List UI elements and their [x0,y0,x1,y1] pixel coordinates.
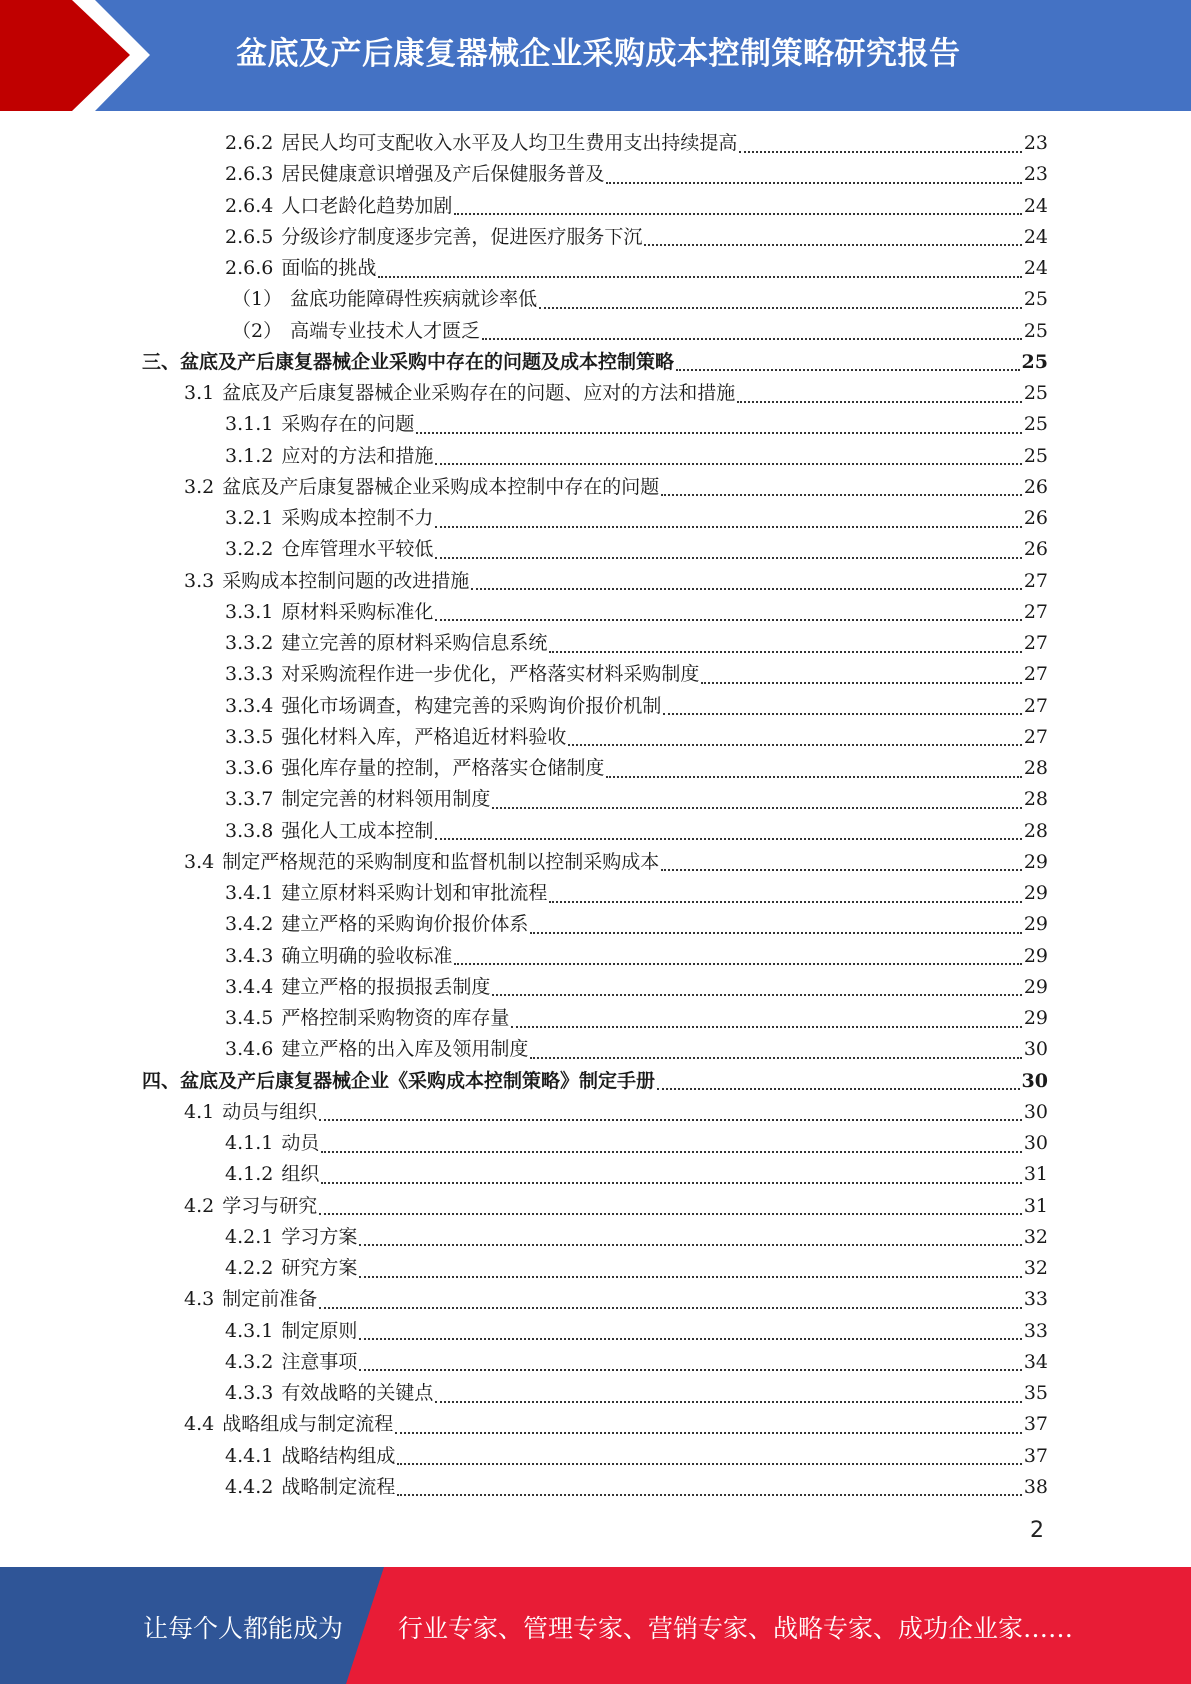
toc-leader-dots [644,244,1021,246]
toc-entry-page: 27 [1023,663,1048,686]
toc-entry-label: 有效战略的关键点 [281,1382,434,1404]
footer-slogan-left: 让每个人都能成为 [143,1614,344,1643]
toc-leader-dots [657,1088,1020,1090]
toc-entry-number: 3.3.1 [225,600,274,623]
toc-entry-label: 战略结构组成 [281,1444,396,1467]
toc-entry[interactable] [225,191,1048,222]
toc-entry[interactable] [225,972,1048,1003]
toc-entry-label: 强化材料入库，严格追近材料验收 [281,725,567,748]
toc-entry-label: 建立严格的报损报丢制度 [281,975,491,998]
toc-entry-page: 27 [1023,632,1048,654]
toc-leader-dots [530,1057,1021,1059]
toc-entry-page: 27 [1023,600,1048,623]
toc-entry-number: 4.4 [184,1413,215,1436]
toc-entry-number: 4.1.1 [225,1132,274,1154]
toc-entry-page: 37 [1023,1413,1048,1436]
toc-leader-dots [416,432,1021,434]
toc-entry[interactable] [225,1253,1048,1284]
toc-entry[interactable] [225,597,1048,628]
toc-entry-label: 采购成本控制不力 [281,507,434,529]
toc-leader-dots [492,994,1021,996]
toc-entry[interactable] [225,628,1048,659]
toc-entry-page: 30 [1021,1069,1048,1092]
toc-entry[interactable] [225,1347,1048,1378]
toc-entry-label: 制定严格规范的采购制度和监督机制以控制采购成本 [222,850,660,873]
toc-entry-number: 2.6.5 [225,225,274,248]
toc-entry-label: 原材料采购标准化 [281,600,434,623]
toc-entry-number: 4.3.2 [225,1350,274,1373]
toc-entry-number: 3.3.5 [225,725,274,748]
toc-entry-page: 26 [1023,538,1048,561]
toc-leader-dots [661,869,1022,871]
toc-leader-dots [319,1213,1022,1215]
toc-entry-number: 3.1 [184,382,215,404]
toc-entry[interactable] [184,1409,1048,1440]
toc-entry-number: 4.2 [184,1194,215,1217]
toc-entry-page: 28 [1023,788,1048,811]
toc-entry[interactable] [225,691,1048,722]
toc-entry[interactable] [225,659,1048,690]
toc-entry-page: 35 [1023,1382,1048,1404]
toc-entry-number: 4.3.1 [225,1319,274,1342]
toc-entry-number: 4.3 [184,1288,215,1311]
toc-entry-label: 强化人工成本控制 [281,819,434,842]
toc-entry-number: 3.3.6 [225,757,274,779]
toc-entry-label: 动员与组织 [222,1100,318,1123]
toc-entry[interactable] [184,1284,1048,1315]
toc-entry-number: 3.4.5 [225,1007,274,1029]
toc-leader-dots [606,776,1021,778]
toc-entry[interactable] [225,816,1048,847]
toc-leader-dots [482,338,1022,340]
toc-entry[interactable] [184,847,1048,878]
toc-entry-label: 制定前准备 [222,1288,318,1311]
toc-leader-dots [397,1463,1021,1465]
toc-leader-dots [435,619,1021,621]
toc-entry-page: 30 [1023,1132,1048,1154]
toc-entry-number: 3.2 [184,475,215,498]
document-title: 盆底及产后康复器械企业采购成本控制策略研究报告 [236,36,961,72]
toc-entry-label: 制定完善的材料领用制度 [281,788,491,811]
toc-leader-dots [661,494,1022,496]
toc-entry-number: 3.3.2 [225,632,274,654]
toc-entry[interactable] [184,1097,1048,1128]
toc-leader-dots [319,1307,1022,1309]
toc-entry-label: 盆底功能障碍性疾病就诊率低 [290,288,538,311]
toc-leader-dots [454,963,1021,965]
toc-entry-number: 4.4.1 [225,1444,274,1467]
toc-leader-dots [701,682,1021,684]
toc-entry[interactable] [225,753,1048,784]
toc-entry-page: 29 [1023,850,1048,873]
toc-entry-number: 4.2.2 [225,1257,274,1279]
toc-entry-page: 25 [1023,413,1048,436]
toc-entry-label: 盆底及产后康复器械企业采购成本控制中存在的问题 [222,475,660,498]
toc-entry-label: 研究方案 [281,1257,358,1279]
toc-entry-label: 高端专业技术人才匮乏 [290,319,481,342]
toc-leader-dots [321,1151,1021,1153]
toc-entry[interactable] [225,909,1048,940]
toc-entry[interactable] [225,1034,1048,1065]
toc-entry-number: 3.3.3 [225,663,274,686]
toc-leader-dots [435,526,1021,528]
toc-entry-number: 3.3.4 [225,694,274,717]
toc-entry-label: 注意事项 [281,1350,358,1373]
toc-leader-dots [739,151,1021,153]
toc-entry-label: 应对的方法和措施 [281,444,434,467]
toc-entry[interactable] [225,128,1048,159]
toc-entry-label: 确立明确的验收标准 [281,944,453,967]
toc-entry-page: 32 [1023,1257,1048,1279]
toc-leader-dots [359,1369,1021,1371]
toc-entry-number: 4.1.2 [225,1163,274,1186]
toc-entry-label: 四、盆底及产后康复器械企业《采购成本控制策略》制定手册 [142,1069,656,1092]
toc-entry-page: 34 [1023,1350,1048,1373]
toc-leader-dots [435,463,1021,465]
toc-entry[interactable] [225,159,1048,190]
toc-entry-number: 3.4.3 [225,944,274,967]
toc-entry-page: 33 [1023,1319,1048,1342]
toc-entry-number: 3.3.7 [225,788,274,811]
toc-chapter[interactable] [142,347,1048,378]
toc-entry-page: 29 [1023,975,1048,998]
toc-leader-dots [435,838,1021,840]
toc-entry-page: 27 [1023,694,1048,717]
toc-leader-dots [435,557,1021,559]
toc-entry[interactable] [225,722,1048,753]
toc-entry-number: 3.4.1 [225,882,274,904]
toc-entry[interactable] [225,1472,1048,1503]
toc-leader-dots [539,307,1022,309]
toc-leader-dots [319,1119,1022,1121]
toc-entry-page: 28 [1023,819,1048,842]
toc-entry-number: 2.6.3 [225,163,274,186]
toc-entry-label: 组织 [281,1163,320,1186]
toc-entry-number: 4.1 [184,1100,215,1123]
toc-leader-dots [359,1338,1021,1340]
toc-leader-dots [549,651,1021,653]
toc-entry-label: 制定原则 [281,1319,358,1342]
toc-entry-label: 学习与研究 [222,1194,318,1217]
toc-entry-label: 建立严格的采购询价报价体系 [281,913,529,936]
toc-entry-label: 盆底及产后康复器械企业采购存在的问题、应对的方法和措施 [222,382,736,404]
toc-entry[interactable] [225,222,1048,253]
toc-entry-number: 2.6.2 [225,132,274,154]
toc-entry-page: 29 [1023,913,1048,936]
toc-leader-dots [511,1026,1021,1028]
toc-entry[interactable] [225,409,1048,440]
toc-entry-page: 30 [1023,1038,1048,1061]
toc-entry-page: 37 [1023,1444,1048,1467]
toc-entry-label: 动员 [281,1132,320,1154]
toc-entry-page: 24 [1023,225,1048,248]
toc-entry-number: 3.4.6 [225,1038,274,1061]
toc-entry-page: 27 [1023,725,1048,748]
toc-entry-page: 25 [1023,319,1048,342]
footer-slogan-right: 行业专家、管理专家、营销专家、战略专家、成功企业家…… [398,1614,1074,1643]
toc-leader-dots [737,401,1022,403]
toc-entry-number: 4.2.1 [225,1225,274,1248]
toc-entry-label: 面临的挑战 [281,257,377,279]
toc-entry-page: 26 [1023,475,1048,498]
toc-entry[interactable] [225,1003,1048,1034]
toc-entry[interactable] [225,1128,1048,1159]
toc-entry-page: 25 [1021,350,1048,373]
toc-leader-dots [454,213,1021,215]
toc-entry-page: 25 [1023,288,1048,311]
toc-leader-dots [471,588,1022,590]
toc-entry[interactable] [225,503,1048,534]
toc-entry-label: 居民健康意识增强及产后保健服务普及 [281,163,605,186]
toc-entry[interactable] [225,784,1048,815]
toc-leader-dots [549,901,1021,903]
toc-entry-page: 28 [1023,757,1048,779]
toc-entry[interactable] [184,472,1048,503]
toc-chapter[interactable] [142,1066,1048,1097]
toc-entry-page: 30 [1023,1100,1048,1123]
toc-leader-dots [435,1401,1021,1403]
toc-leader-dots [606,182,1021,184]
toc-entry[interactable] [225,878,1048,909]
toc-entry[interactable] [225,1378,1048,1409]
toc-entry-label: 学习方案 [281,1225,358,1248]
toc-entry-page: 31 [1023,1194,1048,1217]
toc-entry-number: 3.2.1 [225,507,274,529]
toc-entry-number: 2.6.6 [225,257,274,279]
toc-entry-page: 29 [1023,1007,1048,1029]
toc-entry-label: 强化库存量的控制，严格落实仓储制度 [281,757,605,779]
toc-entry-label: 战略制定流程 [281,1475,396,1498]
toc-entry-page: 32 [1023,1225,1048,1248]
toc-entry-number: 2.6.4 [225,194,274,217]
toc-entry-page: 23 [1023,132,1048,154]
page-footer [0,1567,1191,1684]
toc-entry-number: 3.1.2 [225,444,274,467]
toc-entry-label: 建立严格的出入库及领用制度 [281,1038,529,1061]
toc-entry-page: 23 [1023,163,1048,186]
toc-entry-label: 采购存在的问题 [281,413,415,436]
page-number: 2 [1030,1518,1044,1543]
toc-entry-label: 战略组成与制定流程 [222,1413,394,1436]
toc-entry-label: 居民人均可支配收入水平及人均卫生费用支出持续提高 [281,132,738,154]
toc-entry-label: 仓库管理水平较低 [281,538,434,561]
toc-entry-page: 25 [1023,382,1048,404]
toc-entry-page: 29 [1023,882,1048,904]
toc-entry-label: 三、盆底及产后康复器械企业采购中存在的问题及成本控制策略 [142,350,675,373]
page-header [0,0,1191,111]
toc-entry-label: 分级诊疗制度逐步完善，促进医疗服务下沉 [281,225,643,248]
toc-entry-page: 25 [1023,444,1048,467]
toc-entry-page: 29 [1023,944,1048,967]
toc-entry-label: 采购成本控制问题的改进措施 [222,569,470,592]
toc-entry-page: 24 [1023,257,1048,279]
toc-entry-label: 强化市场调查，构建完善的采购询价报价机制 [281,694,662,717]
toc-leader-dots [676,369,1020,371]
toc-leader-dots [359,1276,1021,1278]
toc-entry-label: 对采购流程作进一步优化，严格落实材料采购制度 [281,663,700,686]
toc-entry-page: 38 [1023,1475,1048,1498]
toc-leader-dots [378,276,1021,278]
toc-leader-dots [530,932,1021,934]
toc-entry-number: 3.2.2 [225,538,274,561]
toc-entry[interactable] [232,316,1048,347]
toc-entry-page: 31 [1023,1163,1048,1186]
toc-entry-number: （2） [232,319,283,342]
toc-leader-dots [321,1182,1021,1184]
toc-entry-label: 严格控制采购物资的库存量 [281,1007,510,1029]
toc-entry-page: 27 [1023,569,1048,592]
toc-entry[interactable] [225,253,1048,284]
toc-entry-page: 24 [1023,194,1048,217]
toc-entry[interactable] [225,1316,1048,1347]
toc-leader-dots [663,713,1021,715]
toc-entry[interactable] [225,1222,1048,1253]
toc-entry[interactable] [225,1159,1048,1190]
toc-entry-number: 4.3.3 [225,1382,274,1404]
toc-entry[interactable] [184,566,1048,597]
toc-entry[interactable] [225,1441,1048,1472]
toc-entry-number: 3.3.8 [225,819,274,842]
toc-entry-number: （1） [232,288,283,311]
toc-entry-number: 3.4.4 [225,975,274,998]
toc-leader-dots [395,1432,1022,1434]
toc-entry-page: 33 [1023,1288,1048,1311]
toc-leader-dots [492,807,1021,809]
toc-entry[interactable] [184,1191,1048,1222]
toc-entry-number: 4.4.2 [225,1475,274,1498]
toc-entry-label: 人口老龄化趋势加剧 [281,194,453,217]
toc-entry[interactable] [225,441,1048,472]
toc-entry-label: 建立原材料采购计划和审批流程 [281,882,548,904]
toc-entry[interactable] [225,941,1048,972]
toc-entry[interactable] [232,284,1048,315]
toc-entry-number: 3.1.1 [225,413,274,436]
toc-entry[interactable] [225,534,1048,565]
toc-entry-number: 3.4.2 [225,913,274,936]
toc-leader-dots [359,1244,1021,1246]
toc-leader-dots [568,744,1021,746]
toc-entry-page: 26 [1023,507,1048,529]
toc-entry-number: 3.3 [184,569,215,592]
toc-leader-dots [397,1494,1021,1496]
toc-entry-number: 3.4 [184,850,215,873]
toc-entry[interactable] [184,378,1048,409]
toc-entry-label: 建立完善的原材料采购信息系统 [281,632,548,654]
